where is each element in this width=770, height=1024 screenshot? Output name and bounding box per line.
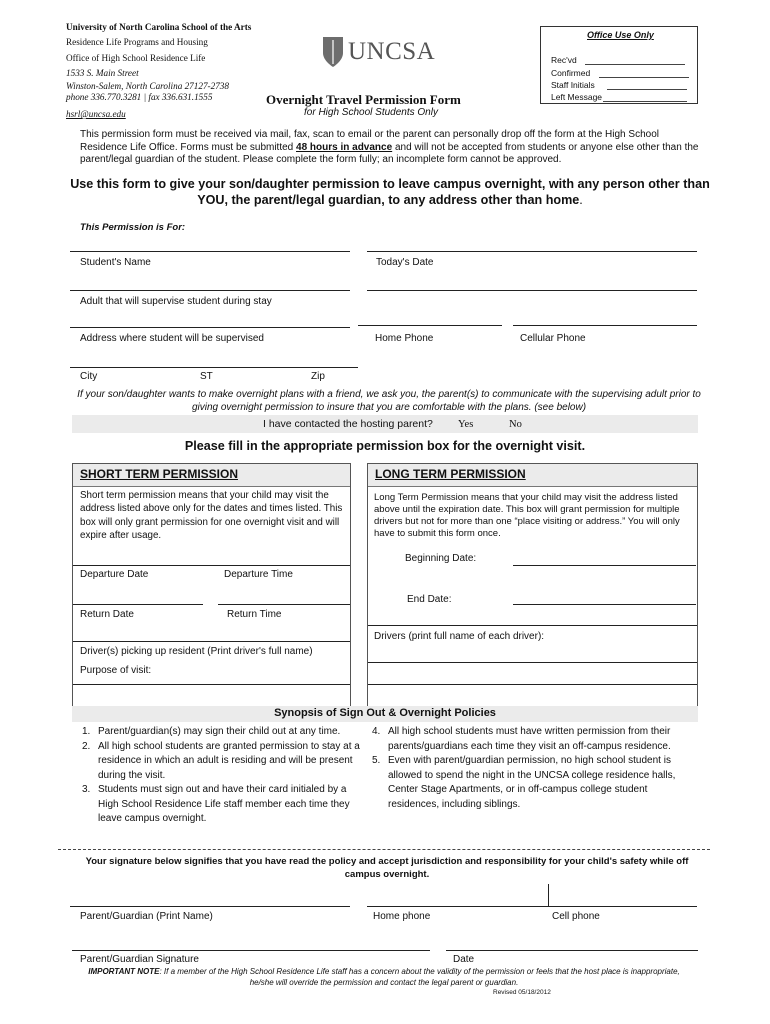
drivers-line[interactable] xyxy=(73,641,350,642)
short-drivers-label: Driver(s) picking up resident (Print driver's full name) xyxy=(80,646,313,657)
uncsa-logo xyxy=(322,36,462,72)
confirmed-line[interactable] xyxy=(599,77,689,78)
sig-home-phone-label: Home phone xyxy=(373,911,431,922)
revised-date: Revised 05/18/2012 xyxy=(493,989,551,996)
long-drivers-top-line xyxy=(368,625,697,626)
intro-heading: Use this form to give your son/daughter permission to leave campus overnight, with any person other than YOU, the parent/legal guardian, to any address other than home. xyxy=(70,177,710,207)
office-use-recvd xyxy=(551,55,577,65)
long-term-title: LONG TERM PERMISSION xyxy=(375,467,526,481)
initials-line[interactable] xyxy=(607,89,687,90)
important-note: IMPORTANT NOTE: If a member of the High School Residence Life staff has a concern about the validity of the permission or feels that the host place is inappropriate, he/she will override the permission and contact the legal parent or guardian. xyxy=(88,967,680,987)
adult-line[interactable] xyxy=(70,290,350,291)
address-line[interactable] xyxy=(70,327,350,328)
long-drivers-line-1[interactable] xyxy=(368,662,697,663)
signature-statement: Your signature below signifies that you have read the policy and accept jurisdiction and responsibility for your child's safety while off campus overnight. xyxy=(85,856,689,880)
initials-label: Staff Initials xyxy=(551,80,595,90)
left-message-line[interactable] xyxy=(603,101,687,102)
signature-line[interactable] xyxy=(72,950,430,951)
contact-yes[interactable]: Yes xyxy=(458,419,474,430)
recvd-label: Rec'vd xyxy=(551,55,577,65)
contact-question: I have contacted the hosting parent? xyxy=(263,418,433,430)
office-use-title: Office Use Only xyxy=(587,30,654,40)
adult-line-right[interactable] xyxy=(367,290,697,291)
policy-list-right xyxy=(362,725,692,812)
contact-no[interactable]: No xyxy=(509,419,522,430)
school-name: University of North Carolina School of the Arts xyxy=(66,22,252,32)
form-title: Overnight Travel Permission Form xyxy=(266,92,461,107)
cell-phone-line[interactable] xyxy=(513,325,697,326)
policy-item: 1. Parent/guardian(s) may sign their child out at any time. xyxy=(82,726,341,737)
home-phone-line[interactable] xyxy=(358,325,502,326)
beginning-date-label: Beginning Date: xyxy=(405,553,477,564)
purpose-label: Purpose of visit: xyxy=(80,665,152,676)
left-message-label: Left Message xyxy=(551,92,603,102)
date-line[interactable] xyxy=(446,950,698,951)
sig-cell-phone-label: Cell phone xyxy=(552,911,600,922)
student-name-label: Student's Name xyxy=(80,257,151,268)
long-drivers-line-2[interactable] xyxy=(368,684,697,685)
address-label: Address where student will be supervised xyxy=(80,333,264,344)
end-date-label: End Date: xyxy=(407,594,452,605)
student-name-line[interactable] xyxy=(70,251,350,252)
return-date-label: Return Date xyxy=(80,609,134,620)
end-date-line[interactable] xyxy=(513,604,696,605)
zip-label: Zip xyxy=(311,371,325,382)
recvd-line[interactable] xyxy=(585,64,685,65)
short-term-header-rule xyxy=(73,486,350,487)
long-term-header-rule xyxy=(368,486,697,487)
cell-phone-label: Cellular Phone xyxy=(520,333,586,344)
departure-time-label: Departure Time xyxy=(224,569,293,580)
logo-text: UNCSA xyxy=(348,38,436,65)
departure-date-label: Departure Date xyxy=(80,569,149,580)
st-label: ST xyxy=(200,371,213,382)
policy-item: 3. Students must sign out and have their card initialed by a High School Residence Life staff member each time they leave campus overnight. xyxy=(82,784,350,824)
todays-date-line[interactable] xyxy=(367,251,697,252)
policy-item: 4. All high school students must have written permission from their parents/guardians each time they visit an off-campus residence. xyxy=(372,726,671,752)
policy-item: 2. All high school students are granted permission to stay at a residence in which an adult is residing and will be present during the visit. xyxy=(82,740,360,781)
return-date-line[interactable] xyxy=(73,604,203,605)
department: Residence Life Programs and Housing xyxy=(66,37,208,48)
office-use-initials xyxy=(551,80,595,90)
city-label: City xyxy=(80,371,98,382)
beginning-date-line[interactable] xyxy=(513,565,696,566)
office-use-left-message xyxy=(551,92,602,102)
intro-paragraph: This permission form must be received via mail, fax, scan to email or the parent can personally drop off the form at the High School Residence Life Office. Forms must be submitted 48 hours in advance and will not be accepted from students or anyone else other than the parent/legal guardian of the student. Please complete the form fully; an incomplete form cannot be approved. xyxy=(80,129,699,165)
date-label: Date xyxy=(453,954,475,965)
synopsis-title: Synopsis of Sign Out & Overnight Policies xyxy=(274,707,496,719)
purpose-line[interactable] xyxy=(73,684,350,685)
policy-item: 5. Even with parent/guardian permission, no high school student is allowed to spend the night in the UNCSA college residence halls, Center Stage Apartments, or in off-campus college student residences, including siblings. xyxy=(372,755,676,810)
office-use-confirmed xyxy=(551,68,590,78)
long-term-description: Long Term Permission means that your child may visit the address listed above until the expiration date. This box will grant permission for multiple drivers but not for more than one “place visiting or address.” You will only have to submit this form once. xyxy=(374,492,680,539)
print-name-line[interactable] xyxy=(70,906,350,907)
office-name: Office of High School Residence Life xyxy=(66,52,206,63)
form-subtitle: for High School Students Only xyxy=(304,107,438,118)
adult-label: Adult that will supervise student during stay xyxy=(80,296,272,307)
short-term-title: SHORT TERM PERMISSION xyxy=(80,467,239,481)
return-time-label: Return Time xyxy=(227,609,282,620)
permission-for-label: This Permission is For: xyxy=(80,222,186,233)
city-address: Winston-Salem, North Carolina 27127-2738 xyxy=(66,81,229,92)
section-divider xyxy=(58,849,710,850)
shield-icon xyxy=(322,36,344,68)
school-address-block xyxy=(66,20,251,122)
todays-date-label: Today's Date xyxy=(376,257,434,268)
city-st-zip-line[interactable] xyxy=(70,367,358,368)
long-drivers-label: Drivers (print full name of each driver): xyxy=(374,631,545,642)
phone-divider xyxy=(548,884,549,906)
departure-date-line[interactable] xyxy=(73,565,350,566)
friend-note: If your son/daughter wants to make overnight plans with a friend, we ask you, the parent(s) to communicate with the supervising adult prior to giving overnight permission to insure that you are comfortable with the plans. (see below) xyxy=(77,389,701,413)
email-link[interactable]: hsrl@uncsa.edu xyxy=(66,109,126,120)
policy-list-left xyxy=(72,725,362,827)
phone-fax: phone 336.770.3281 | fax 336.631.1555 xyxy=(66,92,213,103)
signature-label: Parent/Guardian Signature xyxy=(80,954,199,965)
deadline-emphasis: 48 hours in advance xyxy=(296,141,393,153)
print-name-label: Parent/Guardian (Print Name) xyxy=(80,911,213,922)
office-use-box xyxy=(540,26,698,104)
home-phone-label: Home Phone xyxy=(375,333,434,344)
permission-heading: Please fill in the appropriate permission box for the overnight visit. xyxy=(184,439,586,453)
phones-line[interactable] xyxy=(367,906,697,907)
important-note-label: IMPORTANT NOTE xyxy=(88,967,160,976)
street-address: 1533 S. Main Street xyxy=(66,67,139,78)
return-time-line[interactable] xyxy=(218,604,350,605)
short-term-description: Short term permission means that your child may visit the address listed above only for the dates and times listed. This box will only grant permission for one overnight visit and will expire after usage. xyxy=(80,490,343,541)
confirmed-label: Confirmed xyxy=(551,68,591,78)
